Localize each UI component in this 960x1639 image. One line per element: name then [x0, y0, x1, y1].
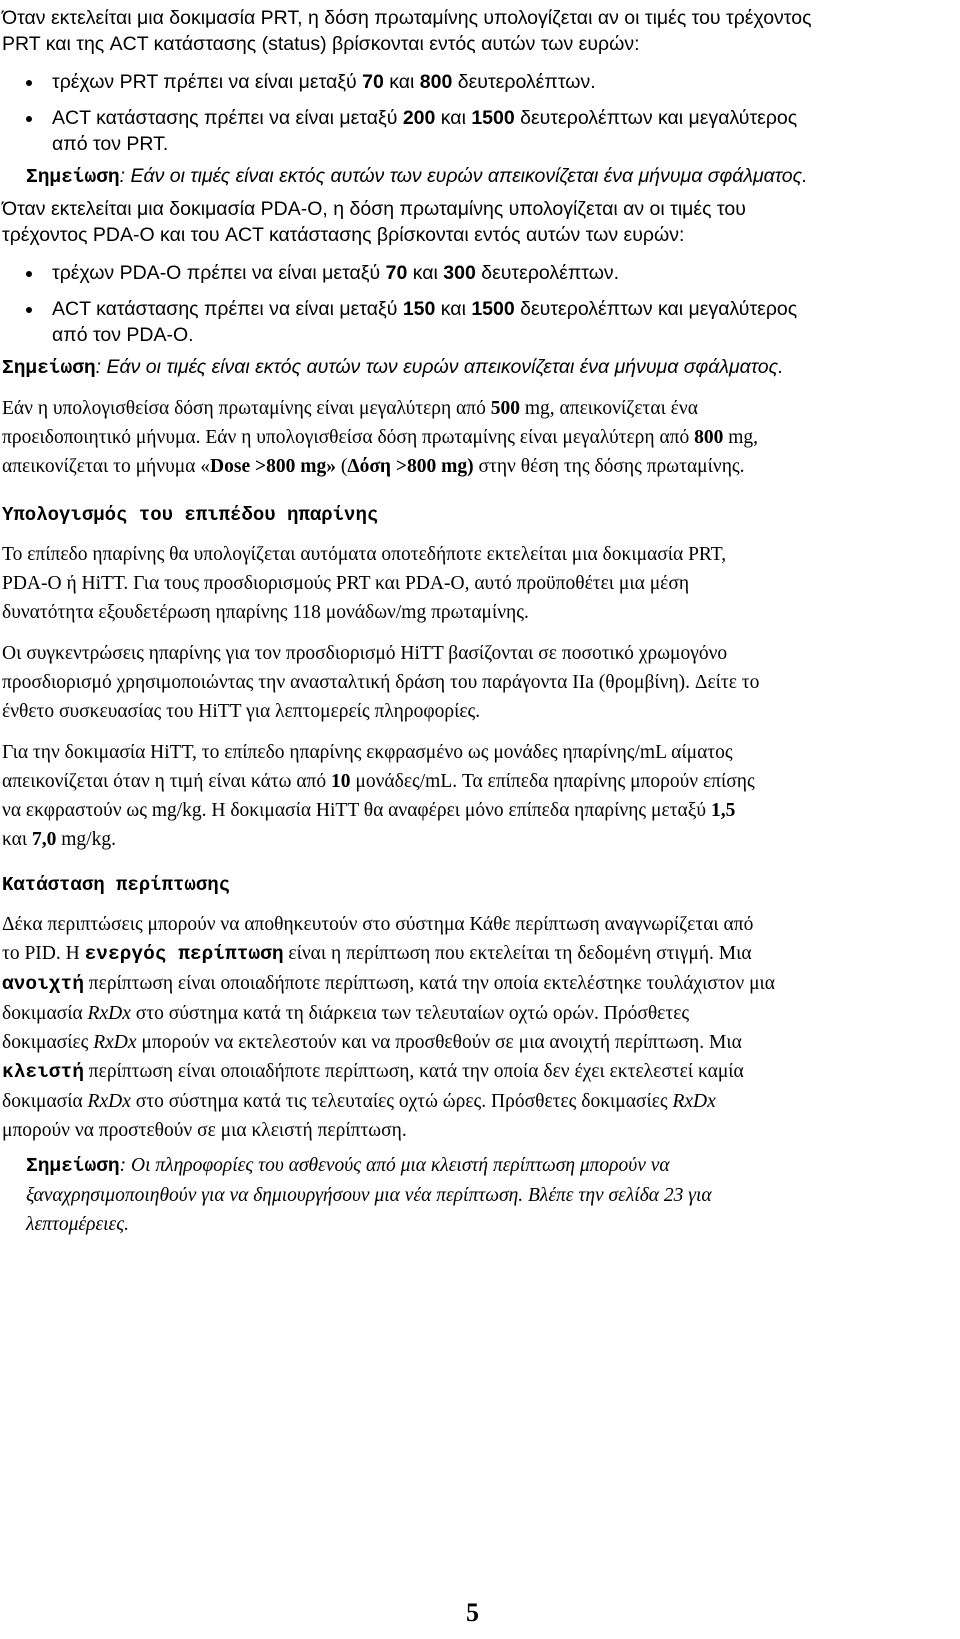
note-label: Σημείωση [2, 357, 96, 379]
pdao-note: Σημείωση: Εάν οι τιμές είναι εκτός αυτών των ευρών απεικονίζεται ένα μήνυμα σφάλματος. [2, 356, 784, 379]
prt-bullet-2: ACT κατάστασης πρέπει να είναι μεταξύ 200 και 1500 δευτερολέπτων και μεγαλύτερος από τον PRT. [0, 105, 960, 157]
active-case-term: ενεργός περίπτωση [84, 943, 284, 965]
note-label: Σημείωση [26, 1155, 120, 1177]
pdao-section [0, 196, 960, 381]
closed-case-term: κλειστή [2, 1061, 84, 1083]
pdao-bullet-1: τρέχων PDA-O πρέπει να είναι μεταξύ 70 και 300 δευτερολέπτων. [0, 260, 960, 286]
bullet-icon [26, 271, 32, 277]
prt-note: Σημείωση: Εάν οι τιμές είναι εκτός αυτών των ευρών απεικονίζεται ένα μήνυμα σφάλματος. [26, 165, 808, 188]
case-note: Σημείωση: Οι πληροφορίες του ασθενούς από μια κλειστή περίπτωση μπορούν να ξαναχρησιμοποιηθούν για να δημιουργήσουν μια νέα περίπτωση. Βλέπε την σελίδα 23 για λεπτομέρειες. [26, 1155, 712, 1235]
open-case-term: ανοιχτή [2, 973, 84, 995]
bullet-icon [26, 307, 32, 313]
heparin-paragraph-3: Για την δοκιμασία HiTT, το επίπεδο ηπαρίνης εκφρασμένο ως μονάδες ηπαρίνης/mL αίματος απεικονίζεται όταν η τιμή είναι κάτω από 10 μονάδες/mL. Τα επίπεδα ηπαρίνης μπορούν επίσης να εκφραστούν ως mg/kg. Η δοκιμασία HiTT θα αναφέρει μόνο επίπεδα ηπαρίνης μεταξύ 1,5 και 7,0 mg/kg. [2, 742, 755, 850]
page-number: 5 [466, 1598, 479, 1627]
heparin-heading: Υπολογισμός του επιπέδου ηπαρίνης [2, 504, 379, 526]
case-status-section [0, 872, 960, 1239]
heparin-section [0, 502, 960, 854]
dose-warning-paragraph: Εάν η υπολογισθείσα δόση πρωταμίνης είναι μεγαλύτερη από 500 mg, απεικονίζεται ένα προειδοποιητικό μήνυμα. Εάν η υπολογισθείσα δόση πρωταμίνης είναι μεγαλύτερη από 800 mg, απεικονίζεται το μήνυμα «Dose >800 mg» (Δόση >800 mg) στην θέση της δόσης πρωταμίνης. [2, 398, 759, 477]
prt-bullet-1: τρέχων PRT πρέπει να είναι μεταξύ 70 και 800 δευτερολέπτων. [0, 69, 960, 95]
pdao-intro: Όταν εκτελείται μια δοκιμασία PDA-O, η δόση πρωταμίνης υπολογίζεται αν οι τιμές του τρέχοντος PDA-O και του ACT κατάστασης βρίσκονται εντός αυτών των ευρών: [2, 198, 746, 246]
heparin-paragraph-1: Το επίπεδο ηπαρίνης θα υπολογίζεται αυτόματα οποτεδήποτε εκτελείται μια δοκιμασία PRT, PDA-O ή HiTT. Για τους προσδιορισμούς PRT και PDA-O, αυτό προϋποθέτει μια μέση δυνατότητα εξουδετέρωση ηπαρίνης 118 μονάδων/mg πρωταμίνης. [2, 544, 727, 623]
prt-intro-line-1: Όταν εκτελείται μια δοκιμασία PRT, η δόση πρωταμίνης υπολογίζεται αν οι τιμές του τρέχοντος [2, 7, 812, 29]
prt-section [0, 5, 960, 190]
note-label: Σημείωση [26, 166, 120, 188]
prt-intro [0, 5, 960, 57]
heparin-paragraph-2: Οι συγκεντρώσεις ηπαρίνης για τον προσδιορισμό HiTT βασίζονται σε ποσοτικό χρωμογόνο προσδιορισμό χρησιμοποιώντας την ανασταλτική δράση του παράγοντα IIa (θρομβίνη). Δείτε το ένθετο συσκευασίας του HiTT για λεπτομερείς πληροφορίες. [2, 643, 760, 722]
bullet-icon [26, 80, 32, 86]
pdao-bullet-2: ACT κατάστασης πρέπει να είναι μεταξύ 150 και 1500 δευτερολέπτων και μεγαλύτερος από τον PDA-O. [0, 296, 960, 348]
bullet-icon [26, 116, 32, 122]
prt-intro-line-2: PRT και της ACT κατάστασης (status) βρίσκονται εντός αυτών των ευρών: [2, 33, 640, 55]
case-status-heading: Κατάσταση περίπτωσης [2, 874, 231, 896]
case-status-paragraph: Δέκα περιπτώσεις μπορούν να αποθηκευτούν στο σύστημα Κάθε περίπτωση αναγνωρίζεται από το PID. Η ενεργός περίπτωση είναι η περίπτωση που εκτελείται τη δεδομένη στιγμή. Μια ανοιχτή περίπτωση είναι οποιαδήποτε περίπτωση, κατά την οποία εκτελέστηκε τουλάχιστον μια δοκιμασία RxDx στο σύστημα κατά τη διάρκεια των τελευταίων οχτώ ορών. Πρόσθετες δοκιμασίες RxDx μπορούν να εκτελεστούν και να προσθεθούν σε μια ανοιχτή περίπτωση. Μια κλειστή περίπτωση είναι οποιαδήποτε περίπτωση, κατά την οποία δεν έχει εκτελεστεί καμία δοκιμασία RxDx στο σύστημα κατά τις τελευταίες οχτώ ώρες. Πρόσθετες δοκιμασίες RxDx μπορούν να προστεθούν σε μια κλειστή περίπτωση. [2, 914, 776, 1141]
